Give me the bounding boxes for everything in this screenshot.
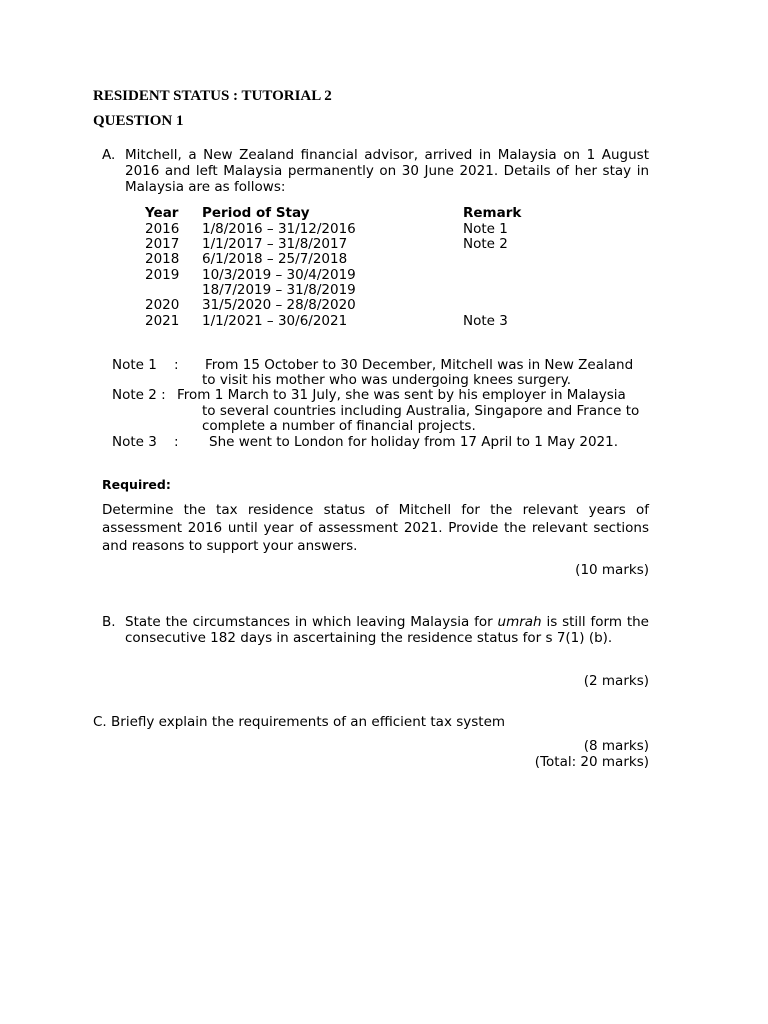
cell-period: 31/5/2020 – 28/8/2020 [202, 297, 356, 313]
cell-year: 2019 [145, 267, 180, 283]
cell-period: 1/8/2016 – 31/12/2016 [202, 221, 356, 237]
part-b-text [125, 614, 649, 646]
part-c-marks: (8 marks) [583, 738, 649, 754]
part-b-text-italic: umrah [497, 614, 542, 630]
cell-period: 6/1/2018 – 25/7/2018 [202, 251, 348, 267]
note-2-line-2: to several countries including Australia, Singapore and France to [202, 403, 640, 419]
required-text: Determine the tax residence status of Mitchell for the relevant years of assessment 2016 until year of assessment 2021. Provide the relevant sections and reasons to support your answers. [102, 502, 649, 554]
note-3-label: Note 3 : [112, 434, 179, 450]
header-year: Year [145, 205, 179, 221]
part-a-label: A. [102, 147, 116, 163]
note-3-line-1: She went to London for holiday from 17 April to 1 May 2021. [209, 434, 619, 450]
cell-year: 2020 [145, 297, 180, 313]
cell-remark: Note 2 [463, 236, 508, 252]
part-a-intro: Mitchell, a New Zealand financial advisor, arrived in Malaysia on 1 August 2016 and left Malaysia permanently on 30 June 2021. Details of her stay in Malaysia are as follows: [125, 147, 649, 195]
document-title: RESIDENT STATUS : TUTORIAL 2 [93, 88, 332, 104]
cell-year: 2018 [145, 251, 180, 267]
header-period: Period of Stay [202, 205, 310, 221]
required-label: Required: [102, 477, 171, 492]
cell-period: 18/7/2019 – 31/8/2019 [202, 282, 356, 298]
header-remark: Remark [463, 205, 522, 221]
cell-period: 1/1/2021 – 30/6/2021 [202, 313, 348, 329]
part-b-marks: (2 marks) [583, 673, 649, 689]
part-c-text: C. Briefly explain the requirements of an efficient tax system [93, 714, 506, 730]
part-b-text-after: is still form the consecutive 182 days in ascertaining the residence status for s 7(1) (b). [125, 614, 649, 646]
cell-year: 2021 [145, 313, 180, 329]
part-b-label: B. [102, 614, 116, 630]
cell-remark: Note 1 [463, 221, 508, 237]
note-1-label: Note 1 : [112, 357, 179, 373]
cell-period: 10/3/2019 – 30/4/2019 [202, 267, 356, 283]
note-2-line-1: From 1 March to 31 July, she was sent by his employer in Malaysia [177, 387, 626, 403]
cell-remark: Note 3 [463, 313, 508, 329]
cell-year: 2016 [145, 221, 180, 237]
note-1-line-2: to visit his mother who was undergoing knees surgery. [202, 372, 572, 388]
question-heading: QUESTION 1 [93, 113, 184, 129]
cell-year: 2017 [145, 236, 180, 252]
note-2-label: Note 2 : [112, 387, 166, 403]
part-a-marks: (10 marks) [575, 562, 649, 578]
note-1-line-1: From 15 October to 30 December, Mitchell was in New Zealand [205, 357, 634, 373]
cell-period: 1/1/2017 – 31/8/2017 [202, 236, 348, 252]
note-2-line-3: complete a number of financial projects. [202, 418, 476, 434]
total-marks: (Total: 20 marks) [534, 754, 649, 770]
part-b-text-before: State the circumstances in which leaving Malaysia for [125, 614, 498, 630]
